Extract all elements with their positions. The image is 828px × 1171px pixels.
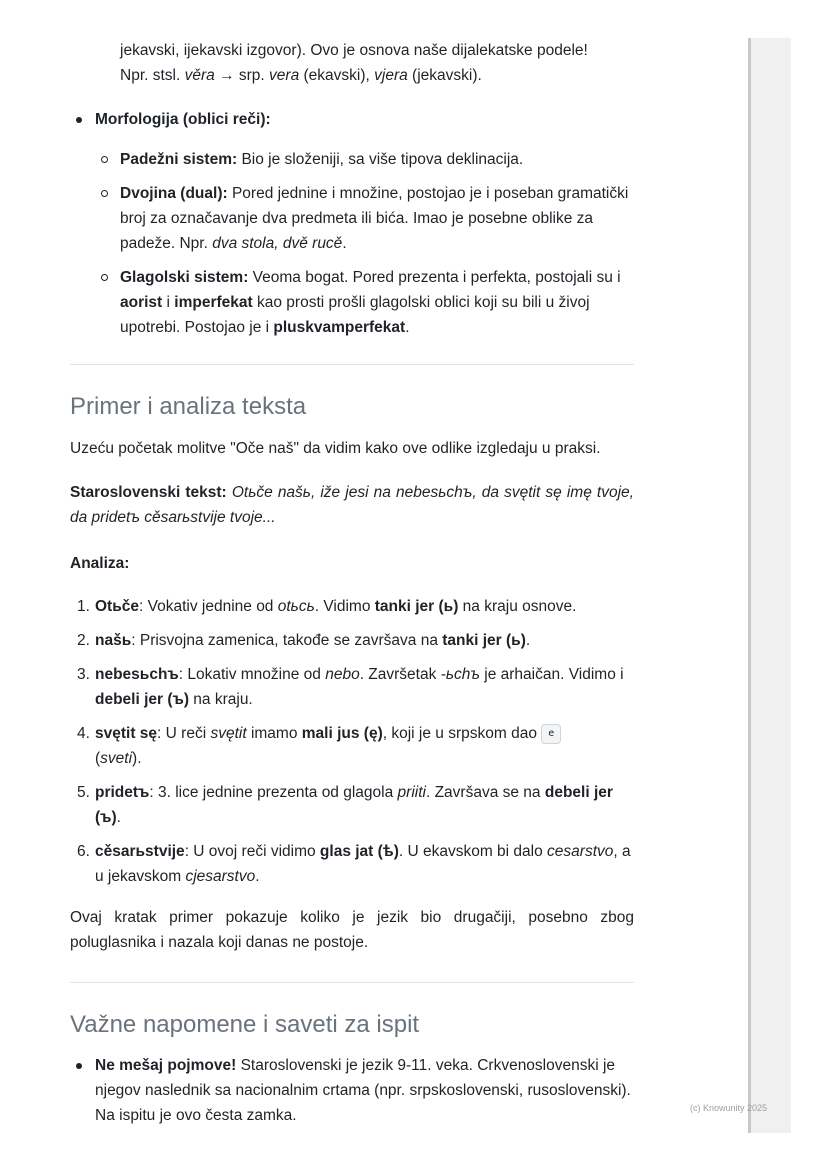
- continuation-line-1: jekavski, ijekavski izgovor). Ovo je osnova naše dijalekatske podele!: [120, 42, 588, 59]
- scrollbar-edge: [748, 38, 751, 1133]
- watermark: (c) Knowunity 2025: [690, 1103, 768, 1113]
- section-heading-tips: Važne napomene i saveti za ispit: [70, 1011, 420, 1038]
- intro-paragraph: Uzeću početak molitve "Oče naš" da vidim kako ove odlike izgledaju u praksi.: [70, 440, 601, 457]
- inline-code: e: [541, 724, 561, 744]
- list-item: Ne mešaj pojmove! Staroslovenski je jezik 9-11. veka. Crkvenoslovenski je njegov naslednik sa nacionalnim crtama (npr. srpskoslovenski, rusoslovenski). Na ispitu je ovo česta zamka.: [70, 1053, 634, 1128]
- list-item: 3. nebesьchъ: Lokativ množine od nebo. Završetak -ьchъ je arhaičan. Vidimo i debeli jer (ъ) na kraju.: [77, 666, 624, 708]
- list-item: 5. pridetъ: 3. lice jednine prezenta od glagola priiti. Završava se na debeli jer (ъ).: [77, 784, 613, 826]
- list-item: 6. cěsarьstvije: U ovoj reči vidimo glas jat (ѣ). U ekavskom bi dalo cesarstvo, a u jekavskom cjesarstvo.: [77, 843, 631, 885]
- tips-list: [70, 1053, 634, 1128]
- continuation-line-2: Npr. stsl. věra → srp. vera (ekavski), vjera (jekavski).: [120, 67, 482, 84]
- morphology-sublist: [95, 147, 634, 349]
- analysis-list: [70, 594, 634, 898]
- scrollbar-track[interactable]: [748, 38, 791, 1133]
- analysis-label: Analiza:: [70, 555, 130, 572]
- list-item: 4. svętit sę: U reči svętit imamo mali jus (ę), koji je u srpskom dao e (sveti).: [70, 721, 634, 771]
- list-item: 1. Otьče: Vokativ jednine od otьcь. Vidimo tanki jer (ь) na kraju osnove.: [77, 598, 577, 615]
- continuation-text: [120, 38, 634, 88]
- morphology-list: [70, 107, 634, 132]
- section-heading-example: Primer i analiza teksta: [70, 393, 307, 420]
- morphology-item: Morfologija (oblici reči):: [70, 107, 634, 132]
- list-item: 2. našь: Prisvojna zamenica, takođe se završava na tanki jer (ь).: [77, 632, 531, 649]
- old-slavonic-text: Staroslovenski tekst: Otьče našь, iže jesi na nebesьchъ, da svętit sę imę tvoje, da pridetъ cěsarьstvije tvoje...: [70, 484, 634, 526]
- section-divider: [70, 364, 634, 365]
- list-item: Glagolski sistem: Veoma bogat. Pored prezenta i perfekta, postojali su i aorist i imperfekat kao prosti prošli glagolski oblici koji su bili u živoj upotrebi. Postojao je i pluskvamperfekat.: [95, 265, 634, 340]
- section-divider: [70, 982, 634, 983]
- conclusion-paragraph: Ovaj kratak primer pokazuje koliko je jezik bio drugačiji, posebno zbog poluglasnika i nazala koji danas ne postoje.: [70, 909, 634, 951]
- list-item: Dvojina (dual): Pored jednine i množine, postojao je i poseban gramatički broj za označavanje dva predmeta ili bića. Imao je posebne oblike za padeže. Npr. dva stola, dvě rucě.: [95, 181, 634, 256]
- list-item: Padežni sistem: Bio je složeniji, sa više tipova deklinacija.: [95, 147, 634, 172]
